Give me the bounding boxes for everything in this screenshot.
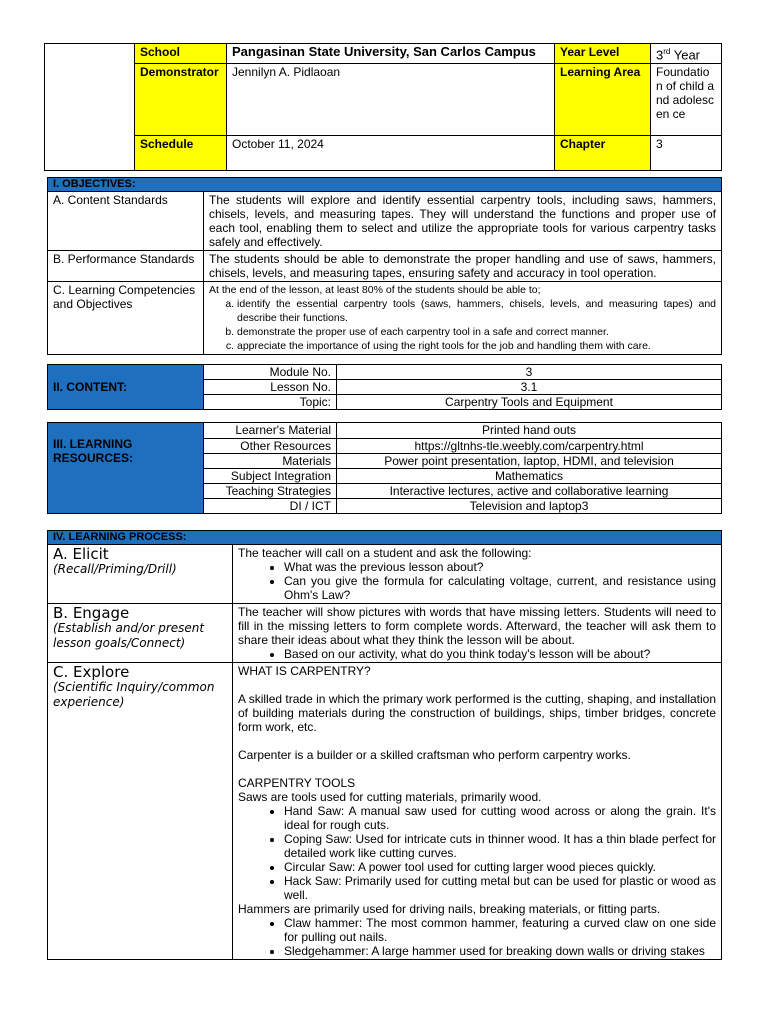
schedule-value: October 11, 2024 [227,136,555,171]
explore-carpenter: Carpenter is a builder or a skilled craftsman who perform carpentry works. [238,748,631,762]
competency-item: b. demonstrate the proper use of each carpentry tool in a safe and correct manner. [237,325,716,339]
elicit-intro: The teacher will call on a student and ask the following: [238,546,532,560]
performance-standards-label: B. Performance Standards [48,251,204,282]
elicit-sub: (Recall/Priming/Drill) [53,562,177,576]
engage-intro: The teacher will show pictures with words that have missing letters. Students will need to fill in the missing letters to form complete words. Afterward, the teacher will ask them to share their ideas about what they think the lesson will be about. [238,605,717,647]
competencies-intro: At the end of the lesson, at least 80% of the students should be able to; [209,284,541,296]
demonstrator-value: Jennilyn A. Pidlaoan [227,64,555,136]
objectives-table [47,177,722,355]
process-title: IV. LEARNING PROCESS: [48,531,722,545]
year-level-label: Year Level [555,44,651,64]
resources-title: III. LEARNING RESOURCES: [48,423,204,514]
engage-label: B. Engage [53,604,130,622]
school-label: School [135,44,227,64]
explore-label: C. Explore [53,663,130,681]
competency-item: a. identify the essential carpentry tools (saws, hammers, chisels, levels, and measuring tapes) and describe their functions. [237,297,716,325]
lesson-value: 3.1 [337,380,722,395]
header-table [44,43,722,171]
chapter-label: Chapter [555,136,651,171]
explore-heading: WHAT IS CARPENTRY? [238,664,371,678]
content-title: II. CONTENT: [48,365,204,410]
content-standards-text: The students will explore and identify essential carpentry tools, including saws, hammers, chisels, levels, and measuring tapes. They will understand the functions and proper use of each tool, enabling them to select and utilize the appropriate tools for various carpentry tasks safely and effectively. [204,192,722,251]
competency-item: c. appreciate the importance of using the right tools for the job and handling them with care. [237,339,716,353]
competencies-label: C. Learning Competencies and Objectives [48,282,204,355]
lesson-label: Lesson No. [204,380,337,395]
hammer-item: • Sledgehammer: A large hammer used for breaking down walls or driving stakes [284,944,716,958]
saw-item: • Circular Saw: A power tool used for cutting larger wood pieces quickly. [284,860,716,874]
logo-cell [45,44,135,171]
learners-material-value: Printed hand outs [337,423,722,439]
chapter-value: 3 [651,136,722,171]
other-resources-value: https://gltnhs-tle.weebly.com/carpentry.html [337,439,722,454]
learning-area-label: Learning Area [555,64,651,136]
process-table [47,530,722,960]
hammers-intro: Hammers are primarily used for driving nails, breaking materials, or fitting parts. [238,902,661,916]
explore-label-cell [48,663,233,960]
schedule-label: Schedule [135,136,227,171]
other-resources-label: Other Resources [204,439,337,454]
content-table [47,364,722,410]
learning-area-value: Foundatio n of child and adolescen ce [651,64,722,136]
explore-content [233,663,722,960]
saws-intro: Saws are tools used for cutting materials, primarily wood. [238,790,542,804]
engage-sub: (Establish and/or present lesson goals/Connect) [53,621,205,650]
content-standards-label: A. Content Standards [48,192,204,251]
year-level-value: 3rd Year [651,44,722,64]
saw-item: • Hand Saw: A manual saw used for cutting wood across or along the grain. It's ideal for rough cuts. [284,804,716,832]
module-value: 3 [337,365,722,380]
topic-label: Topic: [204,395,337,410]
elicit-bullet: • Can you give the formula for calculating voltage, current, and resistance using Ohm's Law? [284,574,716,602]
performance-standards-text: The students should be able to demonstrate the proper handling and use of saws, hammers, chisels, levels, and measuring tapes, ensuring safety and accuracy in tool operation. [204,251,722,282]
subject-integration-label: Subject Integration [204,469,337,484]
teaching-strategies-label: Teaching Strategies [204,484,337,499]
saw-item: • Hack Saw: Primarily used for cutting metal but can be used for plastic or wood as well. [284,874,716,902]
explore-sub: (Scientific Inquiry/common experience) [53,680,215,709]
saw-item: • Coping Saw: Used for intricate cuts in thinner wood. It has a thin blade perfect for detailed work like cutting curves. [284,832,716,860]
engage-label-cell [48,604,233,663]
learners-material-label: Learner's Material [204,423,337,439]
elicit-content [233,545,722,604]
explore-definition: A skilled trade in which the primary work performed is the cutting, shaping, and installation of building materials during the construction of buildings, ships, timber bridges, concrete form work, etc. [238,692,717,734]
demonstrator-label: Demonstrator [135,64,227,136]
engage-content [233,604,722,663]
subject-integration-value: Mathematics [337,469,722,484]
engage-bullet: • Based on our activity, what do you think today's lesson will be about? [284,647,716,661]
school-value: Pangasinan State University, San Carlos Campus [227,44,555,64]
materials-value: Power point presentation, laptop, HDMI, and television [337,454,722,469]
di-ict-label: DI / ICT [204,499,337,514]
elicit-bullet: • What was the previous lesson about? [284,560,716,574]
competencies-cell [204,282,722,355]
resources-table [47,422,722,514]
topic-value: Carpentry Tools and Equipment [337,395,722,410]
di-ict-value: Television and laptop3 [337,499,722,514]
tools-heading: CARPENTRY TOOLS [238,776,356,790]
teaching-strategies-value: Interactive lectures, active and collaborative learning [337,484,722,499]
elicit-label: A. Elicit [53,545,109,563]
elicit-label-cell [48,545,233,604]
hammer-item: • Claw hammer: The most common hammer, featuring a curved claw on one side for pulling out nails. [284,916,716,944]
objectives-title: I. OBJECTIVES: [48,178,722,192]
materials-label: Materials [204,454,337,469]
module-label: Module No. [204,365,337,380]
